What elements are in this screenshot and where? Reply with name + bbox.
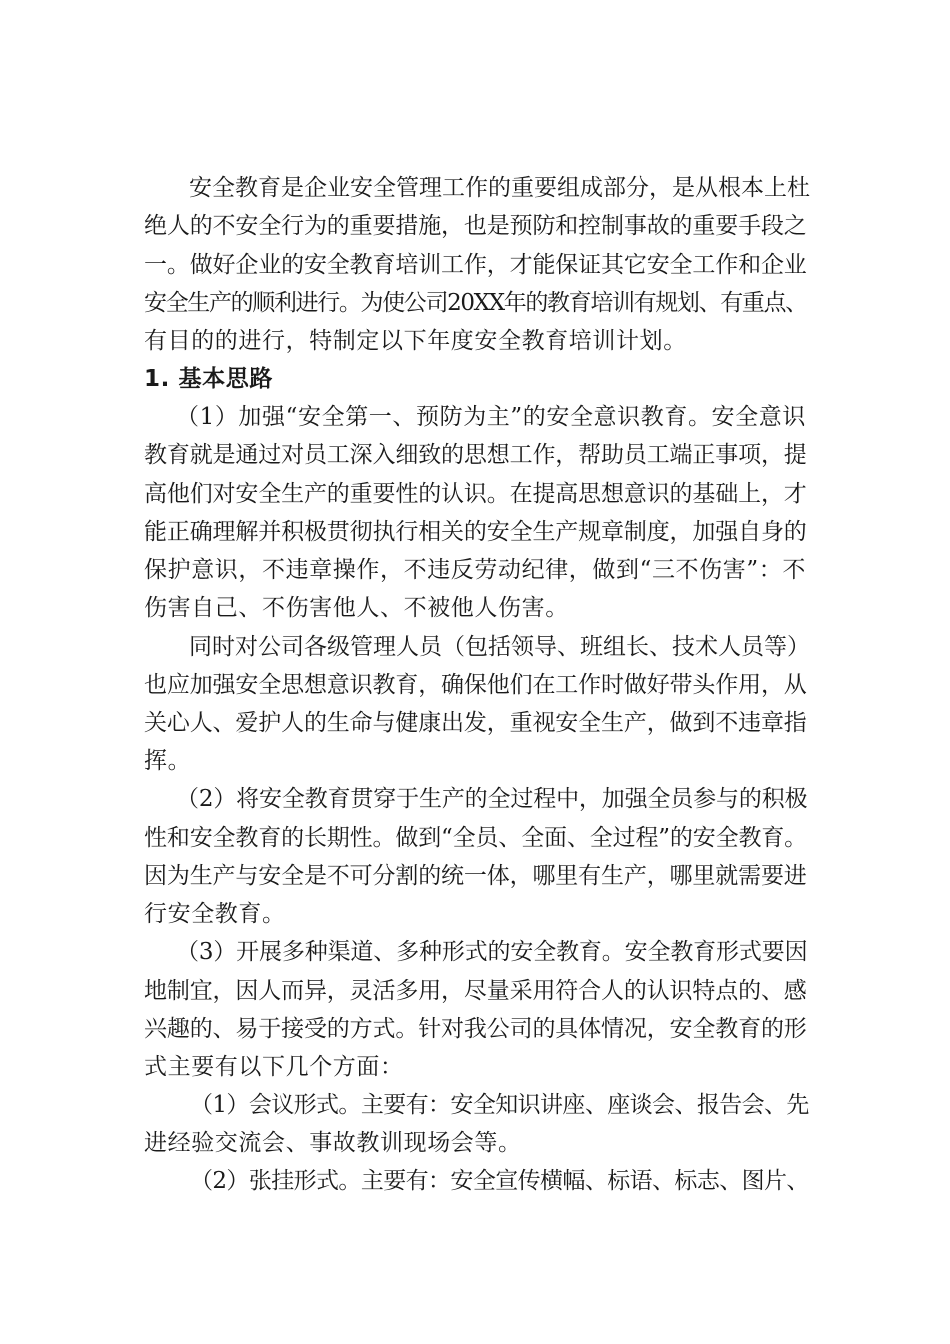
text-line: 安全教育是企业安全管理工作的重要组成部分，是从根本上杜 bbox=[189, 175, 810, 201]
text-line: 同时对公司各级管理人员（包括领导、班组长、技术人员等） bbox=[189, 634, 810, 660]
text-line: 挥。 bbox=[144, 748, 192, 774]
text-line: 伤害自己、不伤害他人、不被他人伤害。 bbox=[144, 595, 569, 621]
text-line: 能正确理解并积极贯彻执行相关的安全生产规章制度，加强自身的 bbox=[144, 519, 807, 545]
text-line: 因为生产与安全是不可分割的统一体，哪里有生产，哪里就需要进 bbox=[144, 863, 807, 889]
text-line: 地制宜，因人而异，灵活多用，尽量采用符合人的认识特点的、感 bbox=[144, 978, 807, 1004]
text-line: 安全生产的顺利进行。为使公司20XX年的教育培训有规划、有重点、 bbox=[144, 290, 807, 316]
text-line: 教育就是通过对员工深入细致的思想工作，帮助员工端正事项，提 bbox=[144, 442, 807, 468]
text-line: 关心人、爱护人的生命与健康出发，重视安全生产，做到不违章指 bbox=[144, 710, 807, 736]
text-line: 一。做好企业的安全教育培训工作，才能保证其它安全工作和企业 bbox=[144, 252, 807, 278]
text-line: （1）会议形式。主要有：安全知识讲座、座谈会、报告会、先 bbox=[190, 1092, 809, 1118]
text-line: 性和安全教育的长期性。做到“全员、全面、全过程”的安全教育。 bbox=[144, 825, 808, 851]
text-line: 保护意识，不违章操作，不违反劳动纪律，做到“三不伤害”：不 bbox=[144, 557, 806, 583]
text-line: 也应加强安全思想意识教育，确保他们在工作时做好带头作用，从 bbox=[144, 672, 807, 698]
text-line: （2）将安全教育贯穿于生产的全过程中，加强全员参与的积极 bbox=[176, 786, 808, 812]
text-line: 进经验交流会、事故教训现场会等。 bbox=[144, 1130, 522, 1156]
text-line: 高他们对安全生产的重要性的认识。在提高思想意识的基础上，才 bbox=[144, 481, 807, 507]
text-line: 有目的的进行，特制定以下年度安全教育培训计划。 bbox=[144, 328, 687, 354]
text-line: （3）开展多种渠道、多种形式的安全教育。安全教育形式要因 bbox=[176, 939, 808, 965]
text-line: （1）加强“安全第一、预防为主”的安全意识教育。安全意识 bbox=[176, 404, 806, 430]
text-line: 兴趣的、易于接受的方式。针对我公司的具体情况，安全教育的形 bbox=[144, 1016, 807, 1042]
text-line: 行安全教育。 bbox=[144, 901, 286, 927]
text-line: 式主要有以下几个方面： bbox=[144, 1054, 404, 1080]
section-heading: 1. 基本思路 bbox=[144, 366, 273, 392]
text-line: （2）张挂形式。主要有：安全宣传横幅、标语、标志、图片、 bbox=[190, 1168, 809, 1194]
text-line: 绝人的不安全行为的重要措施，也是预防和控制事故的重要手段之 bbox=[144, 213, 807, 239]
